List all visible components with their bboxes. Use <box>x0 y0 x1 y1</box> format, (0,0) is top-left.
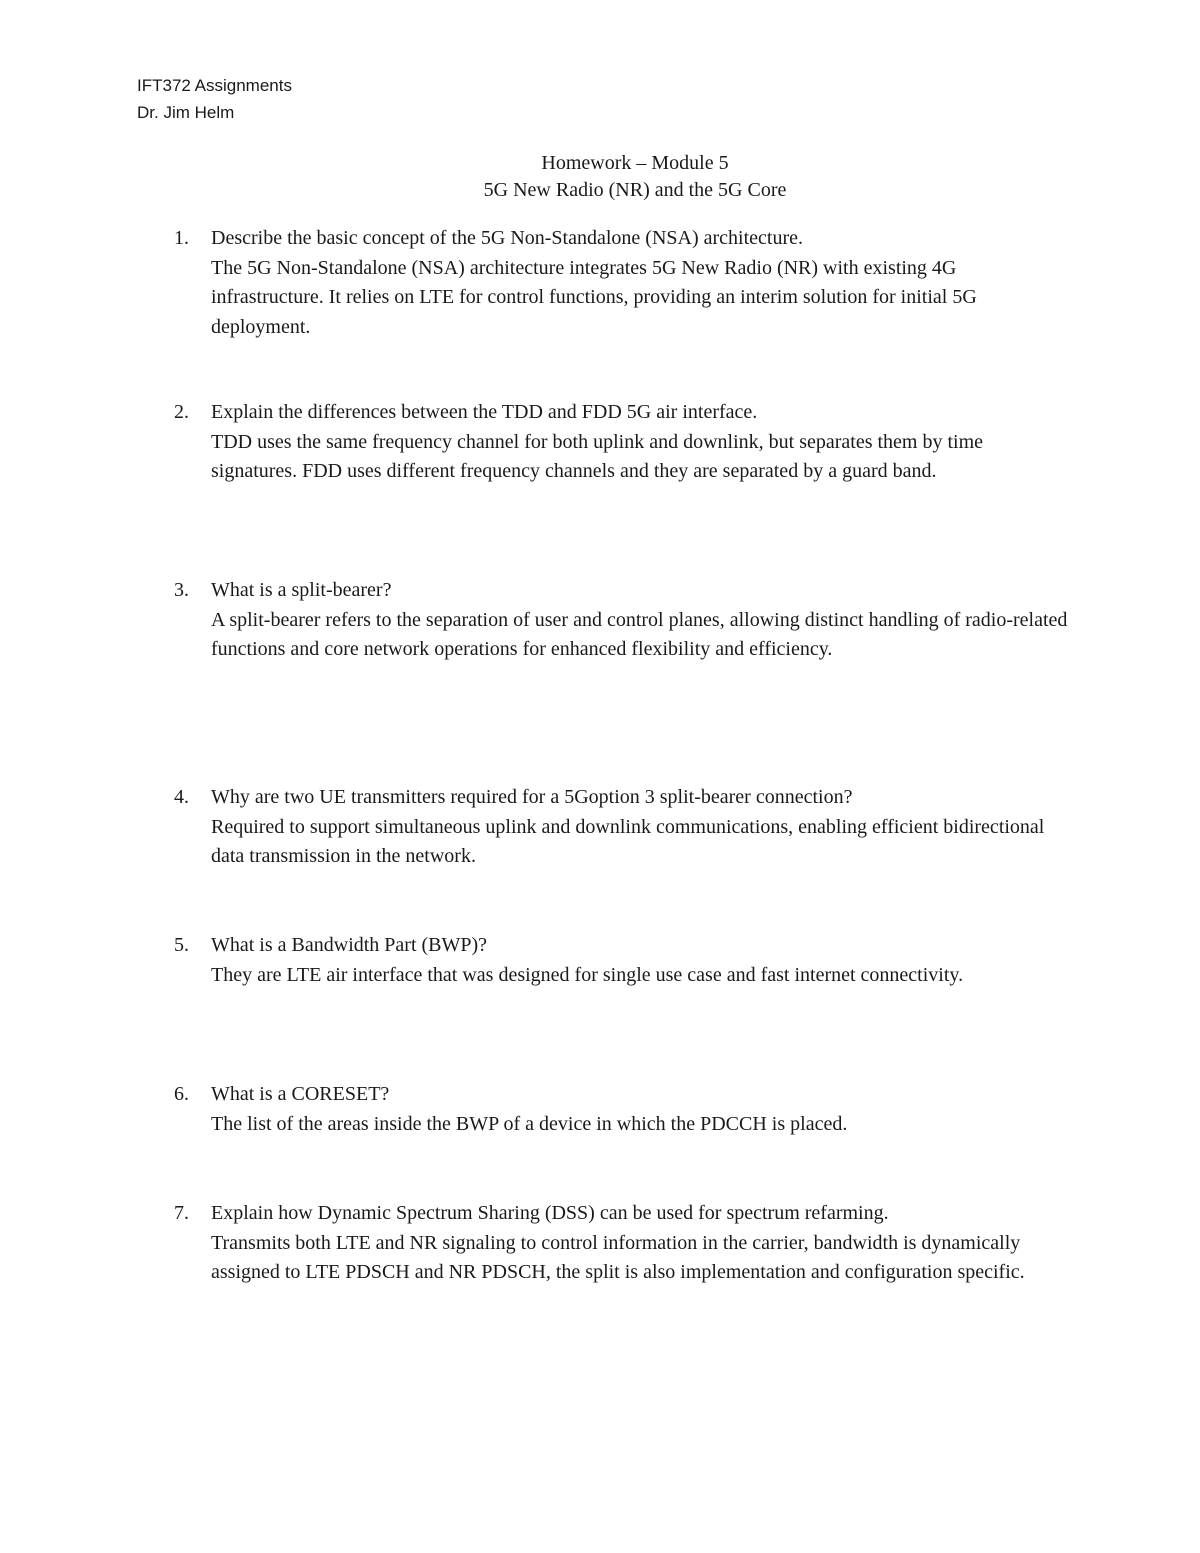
question-item-4 <box>170 783 1070 872</box>
question-item-3 <box>170 576 1070 665</box>
question-item-7 <box>170 1199 1070 1288</box>
question-number: 5. <box>174 934 189 956</box>
title-line-1: Homework – Module 5 <box>541 152 729 174</box>
question-number: 1. <box>174 227 189 249</box>
document-header <box>137 72 292 126</box>
question-text: What is a Bandwidth Part (BWP)? <box>211 934 488 956</box>
question-text: What is a CORESET? <box>211 1083 390 1105</box>
question-text: Describe the basic concept of the 5G Non-Standalone (NSA) architecture. <box>211 227 804 249</box>
question-number: 7. <box>174 1202 189 1224</box>
answer-text: Required to support simultaneous uplink and downlink communications, enabling efficient bidirectional data transmission in the network. <box>211 815 1045 867</box>
answer-text: They are LTE air interface that was designed for single use case and fast internet connectivity. <box>211 963 964 986</box>
instructor-name: Dr. Jim Helm <box>137 103 235 122</box>
question-text: Explain the differences between the TDD and FDD 5G air interface. <box>211 401 758 423</box>
question-item-2 <box>170 398 1070 487</box>
answer-text: Transmits both LTE and NR signaling to control information in the carrier, bandwidth is dynamically assigned to LTE PDSCH and NR PDSCH, the split is also implementation and configuration specific. <box>211 1231 1025 1283</box>
question-text: Explain how Dynamic Spectrum Sharing (DSS) can be used for spectrum refarming. <box>211 1202 889 1224</box>
answer-text: TDD uses the same frequency channel for both uplink and downlink, but separates them by time signatures. FDD uses different frequency channels and they are separated by a guard band. <box>211 430 984 482</box>
course-name: IFT372 Assignments <box>137 76 292 95</box>
question-number: 2. <box>174 401 189 423</box>
answer-text: A split-bearer refers to the separation of user and control planes, allowing distinct handling of radio-related functions and core network operations for enhanced flexibility and efficiency. <box>211 608 1068 660</box>
question-item-6 <box>170 1080 1070 1139</box>
question-number: 4. <box>174 786 189 808</box>
question-number: 6. <box>174 1083 189 1105</box>
question-text: Why are two UE transmitters required for a 5Goption 3 split-bearer connection? <box>211 786 853 808</box>
question-number: 3. <box>174 579 189 601</box>
question-item-5 <box>170 931 1070 990</box>
answer-text: The list of the areas inside the BWP of a device in which the PDCCH is placed. <box>211 1112 848 1135</box>
answer-text: The 5G Non-Standalone (NSA) architecture integrates 5G New Radio (NR) with existing 4G infrastructure. It relies on LTE for control functions, providing an interim solution for initial 5G deployment. <box>211 256 977 338</box>
title-line-2: 5G New Radio (NR) and the 5G Core <box>483 179 787 201</box>
question-item-1 <box>170 224 1070 342</box>
document-title <box>0 150 1200 204</box>
question-text: What is a split-bearer? <box>211 579 392 601</box>
